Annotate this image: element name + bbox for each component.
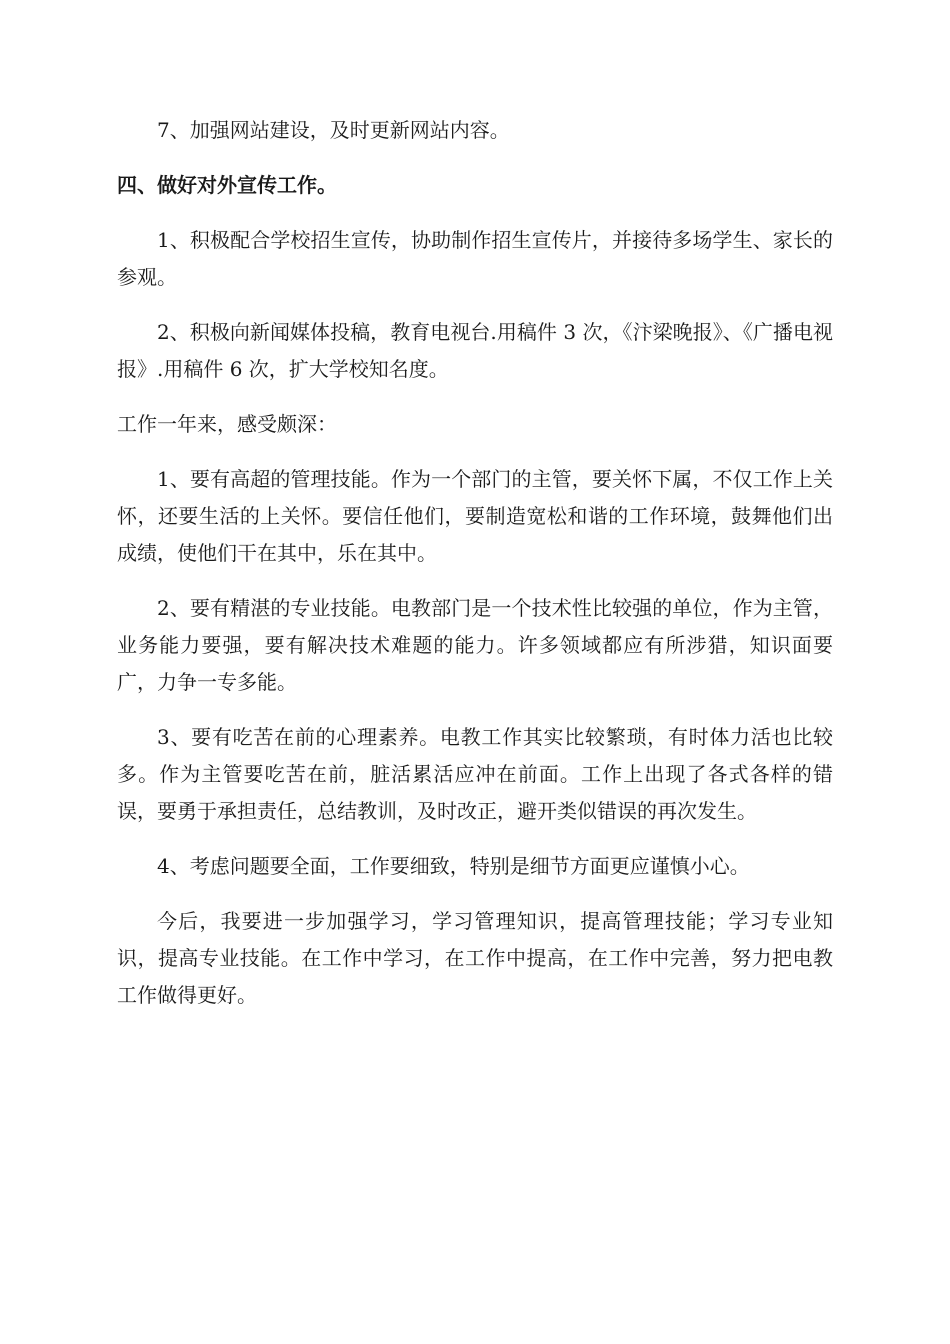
paragraph-reflection-3-hardship: 3、要有吃苦在前的心理素养。电教工作其实比较繁琐，有时体力活也比较多。作为主管要吃苦在前，脏活累活应冲在前面。工作上出现了各式各样的错误，要勇于承担责任，总结教训，及时改正，避开类似错误的再次发生。 <box>117 725 833 823</box>
paragraph-item-7-website: 7、加强网站建设，及时更新网站内容。 <box>157 118 510 142</box>
document-body <box>117 112 833 1032</box>
paragraph-reflection-2-expertise: 2、要有精湛的专业技能。电教部门是一个技术性比较强的单位，作为主管，业务能力要强，要有解决技术难题的能力。许多领域都应有所涉猎，知识面要广，力争一专多能。 <box>117 596 833 694</box>
paragraph-reflection-1-management: 1、要有高超的管理技能。作为一个部门的主管，要关怀下属，不仅工作上关怀，还要生活的上关怀。要信任他们，要制造宽松和谐的工作环境，鼓舞他们出成绩，使他们干在其中，乐在其中。 <box>117 467 833 565</box>
section-heading-publicity: 四、做好对外宣传工作。 <box>117 173 337 197</box>
paragraph-reflection-lead: 工作一年来，感受颇深： <box>117 412 337 436</box>
paragraph-item-2-media: 2、积极向新闻媒体投稿，教育电视台.用稿件 3 次，《汴梁晚报》、《广播电视报》.用稿件 6 次，扩大学校知名度。 <box>117 320 833 381</box>
paragraph-reflection-4-detail: 4、考虑问题要全面，工作要细致，特别是细节方面更应谨慎小心。 <box>157 854 750 878</box>
paragraph-item-1-enrollment: 1、积极配合学校招生宣传，协助制作招生宣传片，并接待多场学生、家长的参观。 <box>117 228 833 289</box>
paragraph-conclusion: 今后，我要进一步加强学习，学习管理知识，提高管理技能；学习专业知识，提高专业技能。在工作中学习，在工作中提高，在工作中完善，努力把电教工作做得更好。 <box>117 909 833 1007</box>
